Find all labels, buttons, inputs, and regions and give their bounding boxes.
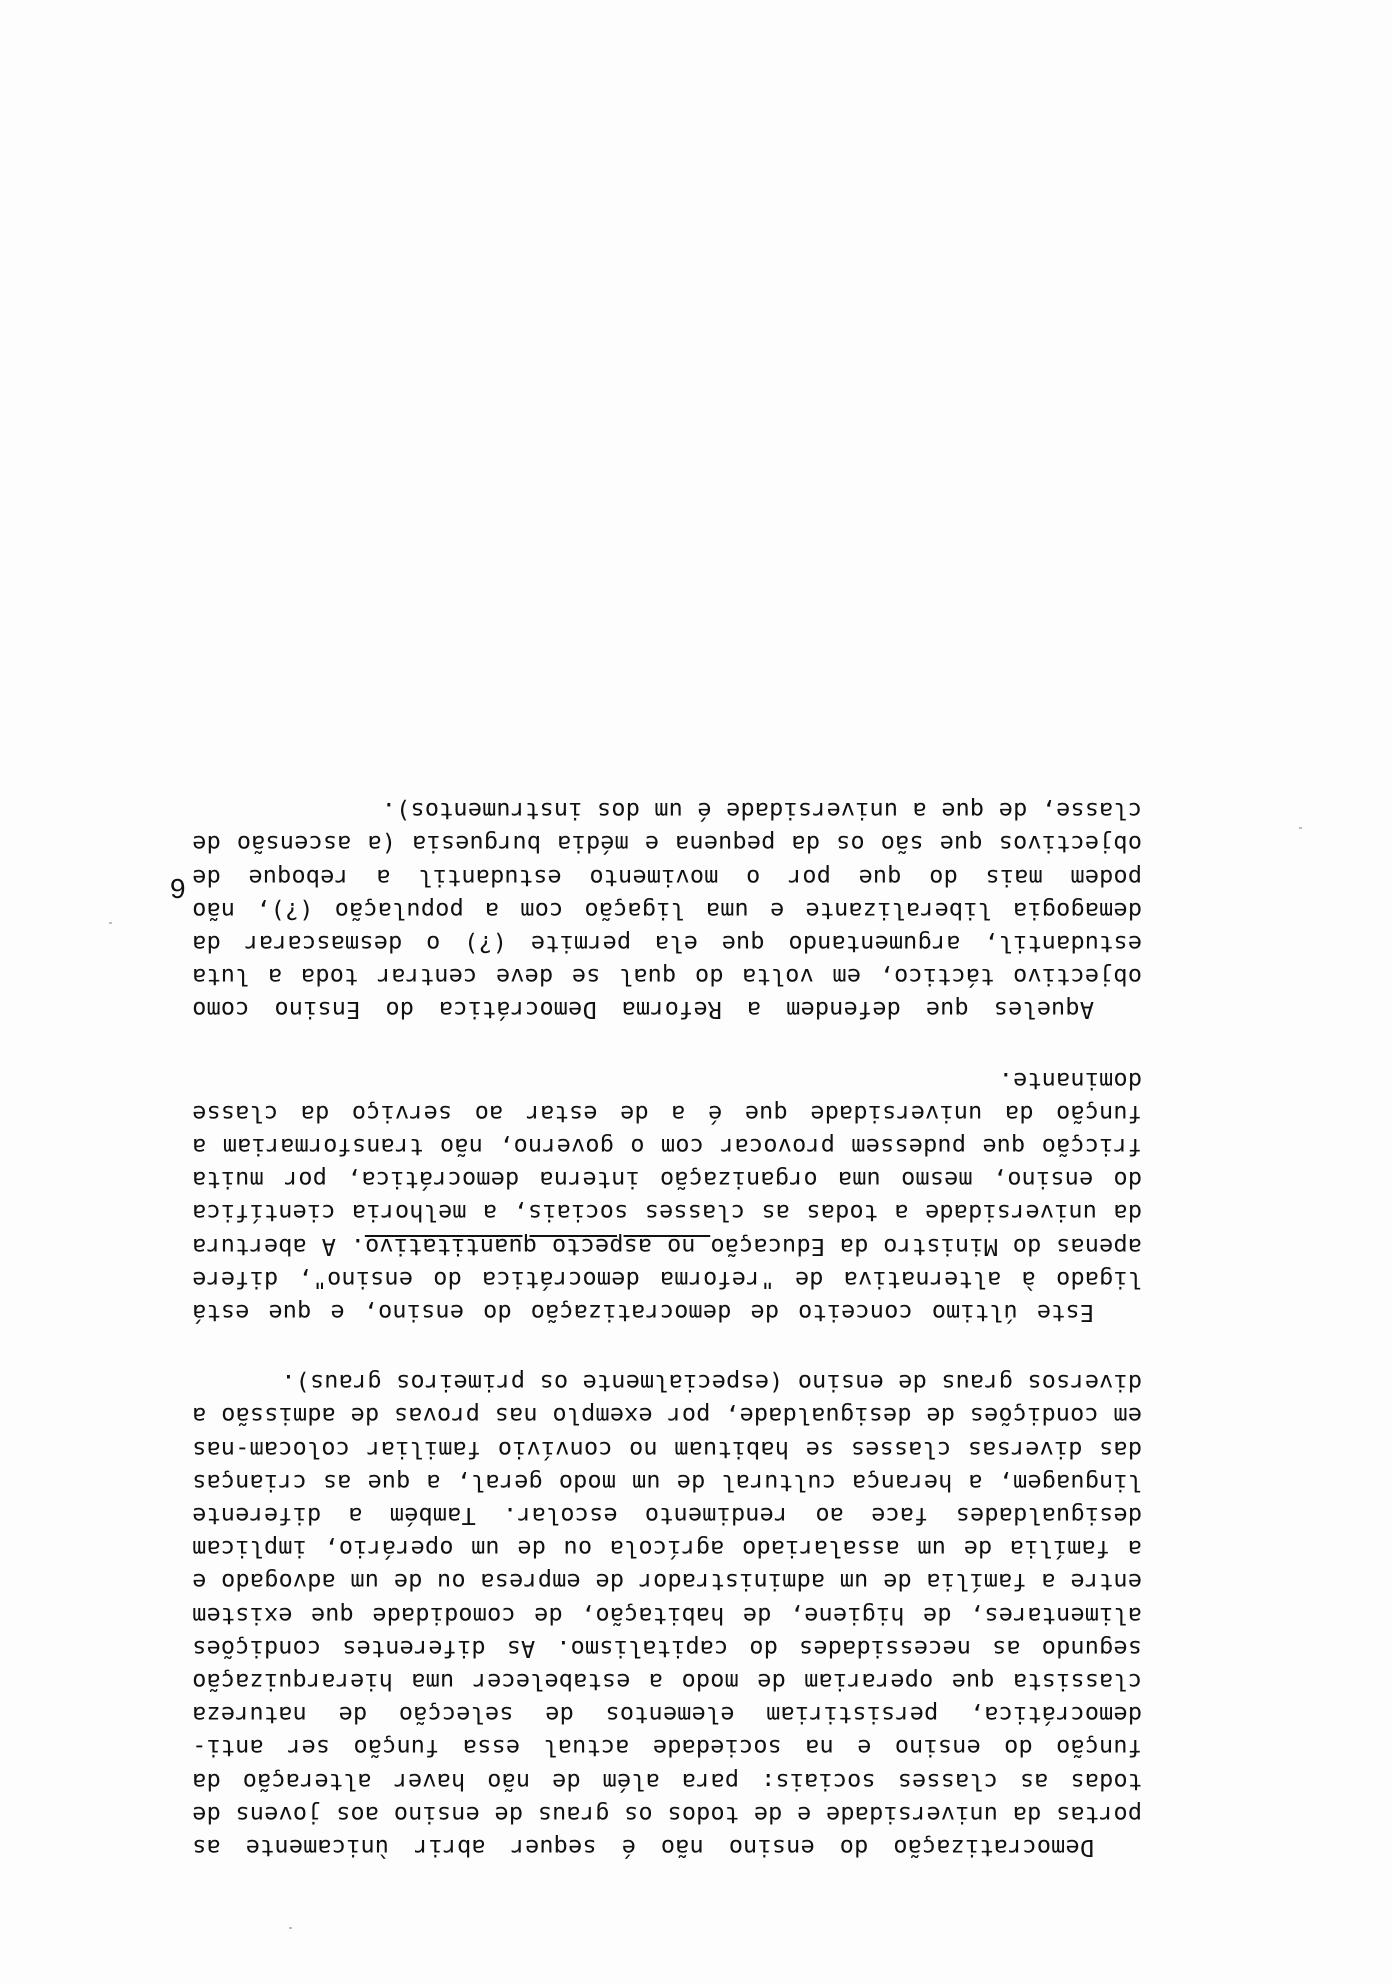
scan-speck [109, 922, 112, 924]
page-number: 6 [170, 873, 186, 904]
body-text [192, 794, 1142, 1864]
paragraph-ultimo-conceito-end: . A abertura da universidade a todas as classes sociais, a melhoria científica do ensino, mesmo uma organização interna democrática, por muita fricção que pudessem provocar com o governo, não transformariam a função da universidade que é a de estar ao serviço da classe dominante. [192, 1066, 1142, 1261]
paragraph-ultimo-conceito [192, 1063, 1142, 1329]
paragraph-ultimo-conceito-start: Este último conceito de democratização do ensino, e que está ligado à alternativa de "reforma democrática do ensino", difere apenas do Ministro da Educação [192, 1232, 1142, 1327]
paragraph-aqueles: Aqueles que defendem a Reforma Democrática do Ensino como objectivo táctico, em volta do qual se deve centrar toda a luta estudantil, argumentando que ela permite (?) o desmascarar da demagogia liberalizante e uma ligação com a população (?), não podem mais do que por o movimento estudantil a reboque de objectivos que são os da pequena e média burguesia (a ascensão de classe, de que a universidade é um dos instrumentos). [192, 797, 1142, 1025]
scan-speck [1299, 827, 1302, 829]
scan-speck [289, 1927, 292, 1929]
paragraph-democratizacao: Democratização do ensino não é sequer abrir ùnicamente as portas da universidade e de todos os graus de ensino aos jovens de todas as classes sociais: para além de não haver alteração da função do ensino e na sociedade actual essa função ser anti-democrática, persistiriam elementos de selecção de natureza classista que operariam de modo a estabelecer uma hierarquização segundo as necessidades do capitalismo. As diferentes condições alimentares, de higiene, de habitação, de comodidade que existem entre a família de um administrador de empresa ou de um advogado e a família de um assalariado agrícola ou de um operário, implicam desigualdades face ao rendimento escolar. Também a diferente linguagem, a herança cultural de um modo geral, a que as crianças das diversas classes se habituam no convívio familiar colocam-nas em condições de desigualdade, por exemplo nas provas de admissão a diversos graus de ensino (especialmente os primeiros graus). [192, 1369, 1142, 1862]
underlined-phrase: no aspecto quantitativo [364, 1232, 711, 1261]
